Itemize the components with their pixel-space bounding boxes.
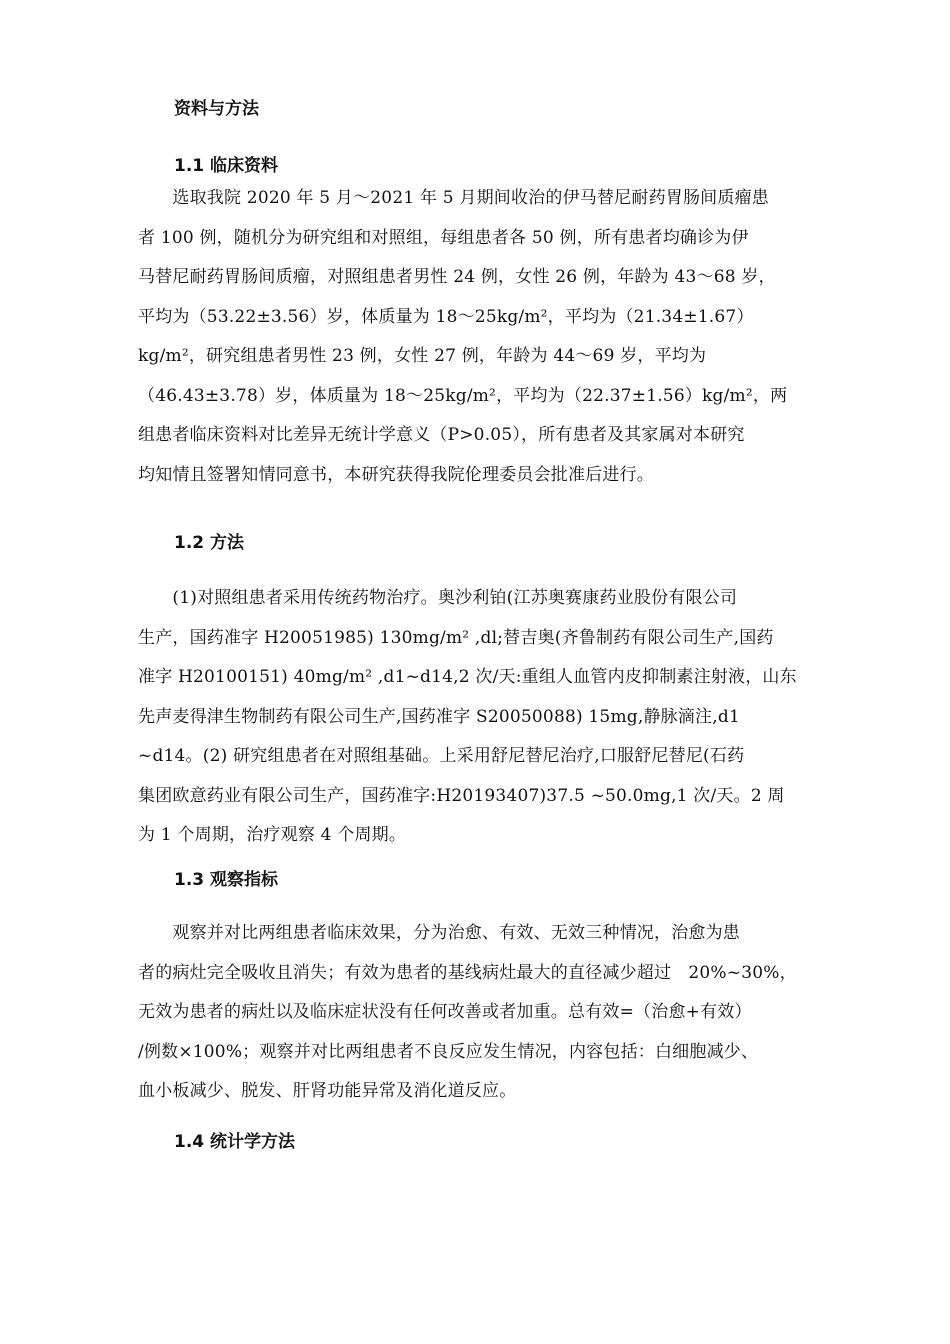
paragraph-methods [138, 579, 818, 856]
heading-observation-indicators: 1.3 观察指标 [174, 870, 279, 890]
text-line: kg/m²，研究组患者男性 23 例，女性 27 例，年龄为 44～69 岁，平均为 [138, 346, 707, 366]
text-line: 集团欧意药业有限公司生产，国药准字:H20193407)37.5 ~50.0mg,1 次/天。2 周 [138, 785, 785, 806]
text-line: 者 100 例，随机分为研究组和对照组，每组患者各 50 例，所有患者均确诊为伊 [138, 227, 749, 248]
text-line: （46.43±3.78）岁，体质量为 18～25kg/m²，平均为（22.37±1.56）kg/m²，两 [138, 385, 788, 406]
text-line: ~d14。(2) 研究组患者在对照组基础。上采用舒尼替尼治疗,口服舒尼替尼(石药 [138, 746, 745, 766]
heading-statistical-methods: 1.4 统计学方法 [174, 1132, 296, 1152]
text-line: 先声麦得津生物制药有限公司生产,国药准字 S20050088) 15mg,静脉滴注,d1 [138, 706, 740, 727]
text-line: 为 1 个周期，治疗观察 4 个周期。 [138, 825, 407, 845]
text-line: 无效为患者的病灶以及临床症状没有任何改善或者加重。总有效=（治愈+有效） [138, 1002, 752, 1022]
section-title: 资料与方法 [174, 99, 259, 119]
heading-clinical-data: 1.1 临床资料 [174, 156, 279, 176]
heading-methods: 1.2 方法 [174, 533, 245, 553]
paragraph-clinical-data [138, 179, 818, 495]
text-line: 选取我院 2020 年 5 月～2021 年 5 月期间收治的伊马替尼耐药胃肠间质瘤患 [138, 188, 769, 208]
paragraph-observation-indicators [138, 914, 818, 1112]
text-line: 观察并对比两组患者临床效果，分为治愈、有效、无效三种情况，治愈为患 [138, 923, 740, 943]
text-line: 组患者临床资料对比差异无统计学意义（P>0.05），所有患者及其家属对本研究 [138, 425, 745, 445]
text-line: (1)对照组患者采用传统药物治疗。奥沙利铂(江苏奥赛康药业股份有限公司 [138, 588, 738, 608]
text-line: 准字 H20100151) 40mg/m² ,d1~d14,2 次/天:重组人血管内皮抑制素注射液，山东 [138, 667, 797, 687]
text-line: 者的病灶完全吸收且消失；有效为患者的基线病灶最大的直径减少超过 20%~30%， [138, 962, 797, 983]
text-line: 平均为（53.22±3.56）岁，体质量为 18～25kg/m²，平均为（21.34±1.67） [138, 306, 754, 327]
text-line: 生产，国药准字 H20051985) 130mg/m² ,dl;替吉奥(齐鲁制药有限公司生产,国药 [138, 627, 774, 648]
text-line: /例数×100%；观察并对比两组患者不良反应发生情况，内容包括：白细胞减少、 [138, 1041, 759, 1062]
text-line: 均知情且签署知情同意书，本研究获得我院伦理委员会批准后进行。 [138, 464, 654, 485]
text-line: 马替尼耐药胃肠间质瘤，对照组患者男性 24 例，女性 26 例，年龄为 43～68 岁， [138, 267, 776, 287]
text-line: 血小板减少、脱发、肝肾功能异常及消化道反应。 [138, 1081, 517, 1101]
